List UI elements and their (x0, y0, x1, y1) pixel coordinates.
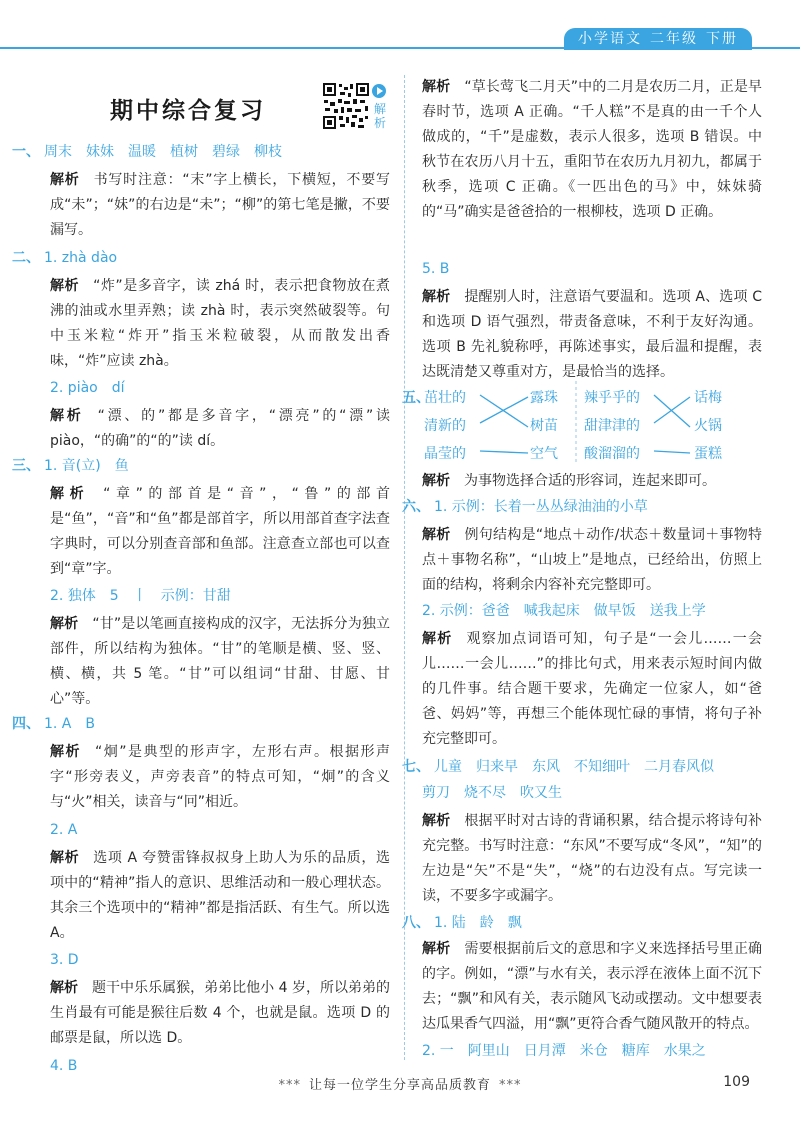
match-right-a-0: 辣乎乎的 (584, 390, 640, 406)
answer: 1. 示例：长着一丛丛绿油油的小草 (434, 499, 648, 515)
analysis-text: 提醒别人时，注意语气要温和。选项 A、选项 C 和选项 D 语气强烈，带责备意味，不利于友好沟通。选项 B 先礼貌称呼，再陈述事实，最后温和提醒，表达既清楚又尊重对方，是最恰当的选择。 (422, 289, 762, 380)
analysis-text: 书写时注意：“末”字上横长，下横短，不要写成“未”；“妹”的右边是“未”；“柳”的第七笔是撇，不要漏写。 (50, 172, 390, 238)
footer-stars-right: *** (499, 1078, 522, 1093)
analysis-6-2 (422, 627, 762, 752)
analysis-4-2 (50, 846, 390, 946)
analysis-4-4 (422, 75, 762, 225)
analysis-label: 解析 (50, 850, 80, 866)
analysis-text: 选项 A 夸赞雷锋叔叔身上助人为乐的品质，选项中的“精神”指人的意识、思维活动和一般心理状态。其余三个选项中的“精神”都是指活跃、有生气。所以选 A。 (50, 850, 390, 941)
header-tab (564, 28, 752, 50)
answer-4-4: 4. B (50, 1058, 78, 1074)
analysis-5 (422, 469, 762, 494)
analysis-label: 解析 (50, 278, 80, 294)
analysis-text: 题干中乐乐属猴，弟弟比他小 4 岁，所以弟弟的生肖最有可能是猴往后数 4 个，也就是鼠。选项 D 的邮票是鼠，所以选 D。 (50, 980, 391, 1046)
answer-8-2: 2. 一 阿里山 日月潭 米仓 糖库 水果之 (422, 1043, 706, 1059)
analysis-label: 解析 (50, 616, 79, 632)
match-left-a-1: 清新的 (424, 418, 466, 434)
header-term: 下册 (706, 31, 738, 47)
section-5-number: 五、 (402, 390, 430, 406)
answer: 周末 妹妹 温暖 植树 碧绿 柳枝 (44, 144, 282, 160)
analysis-text: 需要根据前后文的意思和字义来选择括号里正确的字。例如，“漂”与水有关，表示浮在液体上面不沉下去；“飘”和风有关，表示随风飞动或摆动。文中想要表达瓜果香气四溢，用“飘”更符合香气随风散开的特点。 (422, 941, 763, 1032)
match-right-b-0: 话梅 (694, 390, 722, 406)
match-left-a-2: 晶莹的 (424, 446, 466, 462)
footer (0, 1074, 800, 1093)
analysis-2-2 (50, 404, 390, 454)
analysis-7 (422, 809, 762, 909)
answer: 1. 陆 龄 飘 (434, 915, 522, 931)
analysis-1 (50, 168, 390, 243)
footer-stars-left: *** (278, 1078, 301, 1093)
answer-4-5: 5. B (422, 261, 450, 277)
analysis-4-3 (50, 976, 390, 1051)
answer-2-2: 2. piào dí (50, 380, 125, 396)
analysis-label: 解析 (422, 527, 451, 543)
section-number: 六、 (402, 499, 430, 515)
analysis-label: 解析 (422, 631, 453, 647)
analysis-6-1 (422, 523, 762, 598)
analysis-text: “漂、的”都是多音字，“漂亮”的“漂”读 piào，“的确”的“的”读 dí。 (50, 408, 390, 449)
analysis-label: 解析 (422, 473, 450, 489)
section-number: 四、 (12, 716, 40, 732)
analysis-4-5 (422, 285, 762, 385)
section-number: 一、 (12, 144, 40, 160)
section-6 (402, 495, 648, 520)
analysis-text: 例句结构是“地点＋动作/状态＋数量词＋事物特点＋事物名称”，“山坡上”是地点，已经给出，仿照上面的结构，将剩余内容补充完整即可。 (422, 527, 763, 593)
section-number: 八、 (402, 915, 430, 931)
section-number: 七、 (402, 759, 430, 775)
match-left-b-2: 空气 (530, 446, 558, 462)
answer: 1. A B (44, 716, 95, 732)
match-right-a-2: 酸溜溜的 (584, 446, 640, 462)
answer-4-3: 3. D (50, 952, 79, 968)
section-3 (12, 454, 129, 479)
analysis-text: 为事物选择合适的形容词，连起来即可。 (464, 473, 716, 489)
answer-3-2: 2. 独体 5 丨 示例：甘甜 (50, 588, 231, 604)
header-grade: 二年级 (650, 31, 698, 47)
match-left-b-0: 露珠 (530, 390, 558, 406)
answer-6-2: 2. 示例：爸爸 喊我起床 做早饭 送我上学 (422, 603, 706, 619)
analysis-label: 解析 (422, 289, 451, 305)
answer-4-2: 2. A (50, 822, 78, 838)
analysis-text: “草长莺飞二月天”中的二月是农历二月，正是早春时节，选项 A 正确。“千人糕”不是真的由一千个人做成的，“千”是虚数，表示人很多，选项 B 错误。中秋节在农历八月十五，重阳节在农历九月初九，都属于秋季，选项 C 正确。《一匹出色的马》中，妹妹骑的“马”确实是爸爸拾的一根柳枝，选项 D 正确。 (422, 79, 762, 220)
answer: 1. 音(立) 鱼 (44, 458, 129, 474)
analysis-label: 解析 (50, 744, 81, 760)
analysis-label: 解析 (50, 486, 90, 502)
analysis-label: 解析 (50, 408, 84, 424)
section-8 (402, 911, 522, 936)
page-number: 109 (723, 1074, 750, 1090)
analysis-3-1 (50, 482, 390, 582)
analysis-label: 解析 (422, 79, 451, 95)
section-1 (12, 140, 282, 165)
match-right-b-2: 蛋糕 (694, 446, 722, 462)
match-right-b-1: 火锅 (694, 418, 722, 434)
analysis-text: “炯”是典型的形声字，左形右声。根据形声字“形旁表义，声旁表音”的特点可知，“炯”的含义与“火”相关，读音与“冋”相近。 (50, 744, 390, 810)
match-right-a-1: 甜津津的 (584, 418, 640, 434)
section-7 (402, 755, 714, 780)
analysis-text: “甘”是以笔画直接构成的汉字，无法拆分为独立部件，所以结构为独体。“甘”的笔顺是横、竖、竖、横、横，共 5 笔。“甘”可以组词“甘甜、甘愿、甘心”等。 (50, 616, 390, 707)
title-box (110, 92, 266, 125)
header-subject: 小学语文 (578, 31, 642, 47)
match-left-a-0: 茁壮的 (424, 390, 466, 406)
section-number: 二、 (12, 250, 40, 266)
match-left-b-1: 树苗 (530, 418, 558, 434)
analysis-label: 解析 (50, 172, 80, 188)
answer-7-cont: 剪刀 烧不尽 吹又生 (422, 785, 562, 801)
qr-label: 解析 (374, 102, 387, 130)
analysis-2-1 (50, 274, 390, 374)
footer-text: 让每一位学生分享高品质教育 (308, 1078, 491, 1093)
analysis-text: “章”的部首是“音”，“鲁”的部首是“鱼”，“音”和“鱼”都是部首字，所以用部首查字法查字典时，可以分别查音部和鱼部。注意查立部也可以查到“章”字。 (50, 486, 390, 577)
analysis-8-1 (422, 937, 762, 1037)
analysis-3-2 (50, 612, 390, 712)
qr-code-icon[interactable] (322, 82, 370, 130)
analysis-text: “炸”是多音字，读 zhá 时，表示把食物放在煮沸的油或水里弄熟；读 zhà 时，表示突然破裂等。句中玉米粒“炸开”指玉米粒破裂，从而散发出香味，“炸”应读 zhà。 (50, 278, 390, 369)
answer: 1. zhà dào (44, 250, 118, 266)
section-2 (12, 246, 117, 271)
analysis-text: 观察加点词语可知，句子是“一会儿……一会儿……一会儿……”的排比句式，用来表示短时间内做的几件事。结合题干要求，先确定一位家人，如“爸爸、妈妈”等，再想三个能体现忙碌的事情，将句子补充完整即可。 (422, 631, 762, 747)
analysis-4-1 (50, 740, 390, 815)
section-4 (12, 712, 95, 737)
analysis-label: 解析 (422, 813, 451, 829)
page-title: 期中综合复习 (110, 98, 266, 124)
section-number: 三、 (12, 458, 40, 474)
analysis-label: 解析 (422, 941, 451, 957)
answer: 儿童 归来早 东风 不知细叶 二月春风似 (434, 759, 714, 775)
analysis-label: 解析 (50, 980, 79, 996)
analysis-text: 根据平时对古诗的背诵积累，结合提示将诗句补充完整。书写时注意：“东风”不要写成“冬风”，“知”的左边是“矢”不是“失”，“烧”的右边没有点。写完读一读，不要多字或漏字。 (422, 813, 763, 904)
play-icon[interactable] (372, 84, 386, 98)
